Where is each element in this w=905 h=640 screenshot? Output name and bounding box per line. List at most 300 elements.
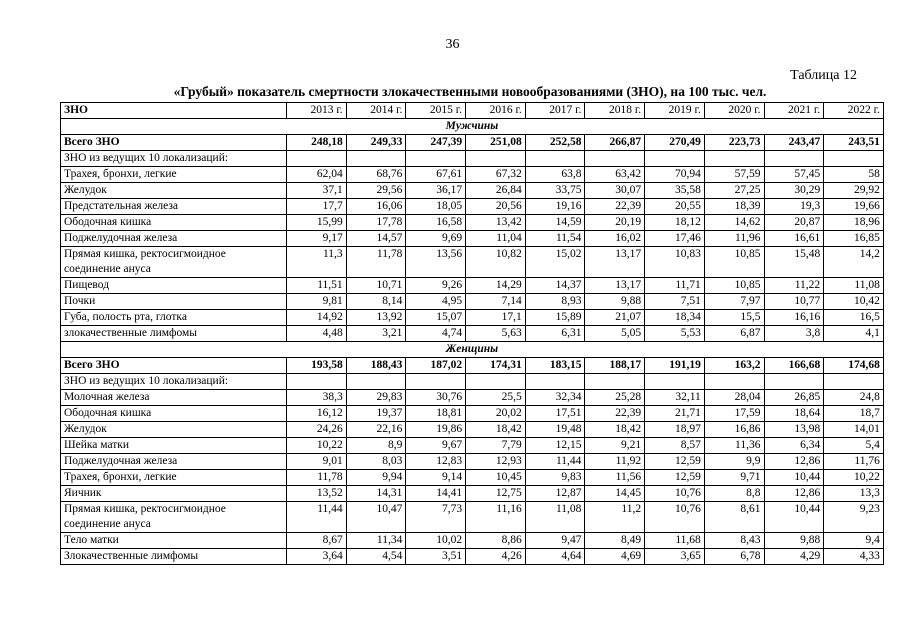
value-cell: 13,98 — [764, 422, 824, 438]
value-cell: 16,85 — [824, 231, 884, 247]
table-row — [61, 533, 884, 549]
table-row — [61, 406, 884, 422]
empty-cell — [585, 151, 645, 167]
value-cell: 22,16 — [346, 422, 406, 438]
row-label: Прямая кишка, ректосигмоидное соединение ануса — [61, 502, 287, 533]
value-cell: 11,76 — [824, 454, 884, 470]
value-cell: 19,16 — [525, 199, 585, 215]
value-cell: 8,57 — [645, 438, 705, 454]
value-cell: 25,5 — [466, 390, 526, 406]
value-cell: 16,86 — [704, 422, 764, 438]
section-header-row — [61, 119, 884, 135]
value-cell: 24,8 — [824, 390, 884, 406]
value-cell: 16,61 — [764, 231, 824, 247]
table-body — [61, 119, 884, 565]
value-cell: 13,17 — [585, 247, 645, 278]
value-cell: 19,86 — [406, 422, 466, 438]
header-year: 2021 г. — [764, 103, 824, 119]
header-year: 2016 г. — [466, 103, 526, 119]
row-label: Поджелудочная железа — [61, 231, 287, 247]
value-cell: 6,34 — [764, 438, 824, 454]
value-cell: 32,34 — [525, 390, 585, 406]
value-cell: 10,22 — [824, 470, 884, 486]
row-label: Желудок — [61, 422, 287, 438]
value-cell: 10,82 — [466, 247, 526, 278]
header-year: 2017 г. — [525, 103, 585, 119]
value-cell: 15,07 — [406, 310, 466, 326]
value-cell: 4,26 — [466, 549, 526, 565]
empty-cell — [466, 151, 526, 167]
value-cell: 13,17 — [585, 278, 645, 294]
value-cell: 13,42 — [466, 215, 526, 231]
value-cell: 11,78 — [287, 470, 347, 486]
value-cell: 18,12 — [645, 215, 705, 231]
empty-cell — [525, 151, 585, 167]
total-row — [61, 358, 884, 374]
value-cell: 11,34 — [346, 533, 406, 549]
value-cell: 13,92 — [346, 310, 406, 326]
value-cell: 10,76 — [645, 502, 705, 533]
value-cell: 10,44 — [764, 470, 824, 486]
header-year: 2014 г. — [346, 103, 406, 119]
value-cell: 12,59 — [645, 454, 705, 470]
value-cell: 5,4 — [824, 438, 884, 454]
header-year: 2020 г. — [704, 103, 764, 119]
value-cell: 187,02 — [406, 358, 466, 374]
row-label: Почки — [61, 294, 287, 310]
value-cell: 20,87 — [764, 215, 824, 231]
value-cell: 10,76 — [645, 486, 705, 502]
value-cell: 22,39 — [585, 406, 645, 422]
table-header-row — [61, 103, 884, 119]
row-label: Прямая кишка, ректосигмоидное соединение ануса — [61, 247, 287, 278]
value-cell: 9,81 — [287, 294, 347, 310]
value-cell: 12,87 — [525, 486, 585, 502]
value-cell: 67,61 — [406, 167, 466, 183]
subheader-label: ЗНО из ведущих 10 локализаций: — [61, 374, 287, 390]
table-row — [61, 183, 884, 199]
value-cell: 15,02 — [525, 247, 585, 278]
value-cell: 11,08 — [525, 502, 585, 533]
value-cell: 19,66 — [824, 199, 884, 215]
value-cell: 20,55 — [645, 199, 705, 215]
value-cell: 6,78 — [704, 549, 764, 565]
value-cell: 7,14 — [466, 294, 526, 310]
empty-cell — [346, 374, 406, 390]
value-cell: 9,9 — [704, 454, 764, 470]
value-cell: 16,5 — [824, 310, 884, 326]
value-cell: 10,22 — [287, 438, 347, 454]
value-cell: 9,47 — [525, 533, 585, 549]
empty-cell — [287, 374, 347, 390]
value-cell: 8,8 — [704, 486, 764, 502]
value-cell: 8,14 — [346, 294, 406, 310]
value-cell: 15,5 — [704, 310, 764, 326]
value-cell: 30,29 — [764, 183, 824, 199]
value-cell: 5,53 — [645, 326, 705, 342]
subheader-row — [61, 374, 884, 390]
value-cell: 11,16 — [466, 502, 526, 533]
value-cell: 4,29 — [764, 549, 824, 565]
value-cell: 8,49 — [585, 533, 645, 549]
value-cell: 14,62 — [704, 215, 764, 231]
value-cell: 9,88 — [585, 294, 645, 310]
value-cell: 9,94 — [346, 470, 406, 486]
value-cell: 29,92 — [824, 183, 884, 199]
value-cell: 11,2 — [585, 502, 645, 533]
row-label: Всего ЗНО — [61, 358, 287, 374]
value-cell: 193,58 — [287, 358, 347, 374]
value-cell: 18,05 — [406, 199, 466, 215]
value-cell: 174,31 — [466, 358, 526, 374]
value-cell: 17,1 — [466, 310, 526, 326]
value-cell: 7,51 — [645, 294, 705, 310]
table-row — [61, 502, 884, 533]
value-cell: 14,01 — [824, 422, 884, 438]
value-cell: 33,75 — [525, 183, 585, 199]
row-label: Тело матки — [61, 533, 287, 549]
value-cell: 21,07 — [585, 310, 645, 326]
value-cell: 9,21 — [585, 438, 645, 454]
value-cell: 18,96 — [824, 215, 884, 231]
empty-cell — [287, 151, 347, 167]
header-year: 2018 г. — [585, 103, 645, 119]
table-row — [61, 549, 884, 565]
value-cell: 17,46 — [645, 231, 705, 247]
row-label: злокачественные лимфомы — [61, 326, 287, 342]
row-label: Желудок — [61, 183, 287, 199]
value-cell: 19,3 — [764, 199, 824, 215]
empty-cell — [346, 151, 406, 167]
value-cell: 7,79 — [466, 438, 526, 454]
empty-cell — [525, 374, 585, 390]
section-header-row — [61, 342, 884, 358]
value-cell: 70,94 — [645, 167, 705, 183]
value-cell: 248,18 — [287, 135, 347, 151]
value-cell: 4,54 — [346, 549, 406, 565]
value-cell: 252,58 — [525, 135, 585, 151]
table-row — [61, 438, 884, 454]
value-cell: 11,44 — [525, 454, 585, 470]
value-cell: 183,15 — [525, 358, 585, 374]
value-cell: 11,68 — [645, 533, 705, 549]
value-cell: 67,32 — [466, 167, 526, 183]
empty-cell — [645, 374, 705, 390]
value-cell: 166,68 — [764, 358, 824, 374]
value-cell: 10,45 — [466, 470, 526, 486]
row-label: Трахея, бронхи, легкие — [61, 470, 287, 486]
value-cell: 11,44 — [287, 502, 347, 533]
empty-cell — [466, 374, 526, 390]
row-label: Трахея, бронхи, легкие — [61, 167, 287, 183]
value-cell: 4,74 — [406, 326, 466, 342]
value-cell: 5,63 — [466, 326, 526, 342]
value-cell: 14,31 — [346, 486, 406, 502]
header-year: 2019 г. — [645, 103, 705, 119]
value-cell: 32,11 — [645, 390, 705, 406]
value-cell: 63,8 — [525, 167, 585, 183]
value-cell: 8,93 — [525, 294, 585, 310]
total-row — [61, 135, 884, 151]
value-cell: 188,17 — [585, 358, 645, 374]
empty-cell — [645, 151, 705, 167]
value-cell: 4,95 — [406, 294, 466, 310]
value-cell: 9,23 — [824, 502, 884, 533]
value-cell: 4,48 — [287, 326, 347, 342]
value-cell: 13,52 — [287, 486, 347, 502]
row-label: Ободочная кишка — [61, 215, 287, 231]
value-cell: 7,73 — [406, 502, 466, 533]
value-cell: 17,7 — [287, 199, 347, 215]
value-cell: 18,42 — [585, 422, 645, 438]
section-title: Мужчины — [61, 119, 884, 135]
value-cell: 29,83 — [346, 390, 406, 406]
value-cell: 10,47 — [346, 502, 406, 533]
value-cell: 37,1 — [287, 183, 347, 199]
value-cell: 270,49 — [645, 135, 705, 151]
value-cell: 10,85 — [704, 278, 764, 294]
value-cell: 10,42 — [824, 294, 884, 310]
empty-cell — [406, 151, 466, 167]
value-cell: 8,43 — [704, 533, 764, 549]
value-cell: 5,05 — [585, 326, 645, 342]
value-cell: 4,33 — [824, 549, 884, 565]
value-cell: 14,2 — [824, 247, 884, 278]
value-cell: 13,56 — [406, 247, 466, 278]
subheader-label: ЗНО из ведущих 10 локализаций: — [61, 151, 287, 167]
table-row — [61, 454, 884, 470]
value-cell: 11,56 — [585, 470, 645, 486]
value-cell: 4,69 — [585, 549, 645, 565]
value-cell: 247,39 — [406, 135, 466, 151]
value-cell: 19,37 — [346, 406, 406, 422]
value-cell: 11,04 — [466, 231, 526, 247]
value-cell: 18,81 — [406, 406, 466, 422]
value-cell: 10,71 — [346, 278, 406, 294]
value-cell: 57,45 — [764, 167, 824, 183]
value-cell: 18,64 — [764, 406, 824, 422]
value-cell: 16,02 — [585, 231, 645, 247]
value-cell: 14,59 — [525, 215, 585, 231]
value-cell: 62,04 — [287, 167, 347, 183]
table-row — [61, 278, 884, 294]
value-cell: 20,56 — [466, 199, 526, 215]
value-cell: 22,39 — [585, 199, 645, 215]
table-label: Таблица 12 — [790, 68, 857, 83]
value-cell: 20,19 — [585, 215, 645, 231]
value-cell: 9,88 — [764, 533, 824, 549]
table-row — [61, 326, 884, 342]
value-cell: 16,06 — [346, 199, 406, 215]
value-cell: 15,99 — [287, 215, 347, 231]
value-cell: 29,56 — [346, 183, 406, 199]
value-cell: 191,19 — [645, 358, 705, 374]
value-cell: 15,48 — [764, 247, 824, 278]
value-cell: 251,08 — [466, 135, 526, 151]
value-cell: 14,45 — [585, 486, 645, 502]
value-cell: 14,29 — [466, 278, 526, 294]
value-cell: 12,86 — [764, 454, 824, 470]
value-cell: 12,59 — [645, 470, 705, 486]
value-cell: 7,97 — [704, 294, 764, 310]
value-cell: 14,57 — [346, 231, 406, 247]
value-cell: 10,44 — [764, 502, 824, 533]
table-row — [61, 199, 884, 215]
table-row — [61, 486, 884, 502]
value-cell: 243,51 — [824, 135, 884, 151]
empty-cell — [704, 151, 764, 167]
value-cell: 36,17 — [406, 183, 466, 199]
table-row — [61, 167, 884, 183]
value-cell: 163,2 — [704, 358, 764, 374]
value-cell: 9,14 — [406, 470, 466, 486]
value-cell: 8,67 — [287, 533, 347, 549]
value-cell: 26,85 — [764, 390, 824, 406]
value-cell: 8,03 — [346, 454, 406, 470]
value-cell: 35,58 — [645, 183, 705, 199]
value-cell: 223,73 — [704, 135, 764, 151]
value-cell: 19,48 — [525, 422, 585, 438]
value-cell: 10,85 — [704, 247, 764, 278]
value-cell: 9,01 — [287, 454, 347, 470]
value-cell: 11,36 — [704, 438, 764, 454]
value-cell: 9,83 — [525, 470, 585, 486]
row-label: Предстательная железа — [61, 199, 287, 215]
value-cell: 11,51 — [287, 278, 347, 294]
value-cell: 10,02 — [406, 533, 466, 549]
value-cell: 10,77 — [764, 294, 824, 310]
row-label: Шейка матки — [61, 438, 287, 454]
value-cell: 11,22 — [764, 278, 824, 294]
empty-cell — [406, 374, 466, 390]
value-cell: 11,54 — [525, 231, 585, 247]
value-cell: 6,31 — [525, 326, 585, 342]
row-label: Всего ЗНО — [61, 135, 287, 151]
table-row — [61, 294, 884, 310]
value-cell: 15,89 — [525, 310, 585, 326]
value-cell: 9,17 — [287, 231, 347, 247]
value-cell: 4,64 — [525, 549, 585, 565]
table-title: «Грубый» показатель смертности злокачественными новообразованиями (ЗНО), на 100 тыс. чел. — [173, 84, 767, 99]
value-cell: 27,25 — [704, 183, 764, 199]
header-zno: ЗНО — [61, 103, 287, 119]
value-cell: 11,71 — [645, 278, 705, 294]
value-cell: 18,42 — [466, 422, 526, 438]
table-row — [61, 247, 884, 278]
row-label: Яичник — [61, 486, 287, 502]
value-cell: 3,64 — [287, 549, 347, 565]
value-cell: 16,58 — [406, 215, 466, 231]
value-cell: 26,84 — [466, 183, 526, 199]
value-cell: 9,67 — [406, 438, 466, 454]
value-cell: 17,51 — [525, 406, 585, 422]
value-cell: 24,26 — [287, 422, 347, 438]
value-cell: 11,96 — [704, 231, 764, 247]
value-cell: 18,7 — [824, 406, 884, 422]
value-cell: 3,8 — [764, 326, 824, 342]
value-cell: 38,3 — [287, 390, 347, 406]
value-cell: 12,75 — [466, 486, 526, 502]
value-cell: 12,15 — [525, 438, 585, 454]
value-cell: 18,97 — [645, 422, 705, 438]
row-label: Пищевод — [61, 278, 287, 294]
row-label: Поджелудочная железа — [61, 454, 287, 470]
empty-cell — [824, 151, 884, 167]
table-row — [61, 422, 884, 438]
value-cell: 3,65 — [645, 549, 705, 565]
value-cell: 18,39 — [704, 199, 764, 215]
header-year: 2022 г. — [824, 103, 884, 119]
value-cell: 12,83 — [406, 454, 466, 470]
row-label: Злокачественные лимфомы — [61, 549, 287, 565]
empty-cell — [824, 374, 884, 390]
header-year: 2015 г. — [406, 103, 466, 119]
table-row — [61, 470, 884, 486]
value-cell: 12,93 — [466, 454, 526, 470]
value-cell: 20,02 — [466, 406, 526, 422]
value-cell: 188,43 — [346, 358, 406, 374]
value-cell: 266,87 — [585, 135, 645, 151]
mortality-table — [60, 102, 884, 565]
empty-cell — [764, 151, 824, 167]
value-cell: 16,12 — [287, 406, 347, 422]
value-cell: 21,71 — [645, 406, 705, 422]
empty-cell — [764, 374, 824, 390]
value-cell: 249,33 — [346, 135, 406, 151]
value-cell: 10,83 — [645, 247, 705, 278]
value-cell: 57,59 — [704, 167, 764, 183]
section-title: Женщины — [61, 342, 884, 358]
value-cell: 11,3 — [287, 247, 347, 278]
page-number: 36 — [445, 37, 460, 52]
table-row — [61, 215, 884, 231]
value-cell: 8,86 — [466, 533, 526, 549]
value-cell: 6,87 — [704, 326, 764, 342]
value-cell: 17,59 — [704, 406, 764, 422]
subheader-row — [61, 151, 884, 167]
value-cell: 13,3 — [824, 486, 884, 502]
value-cell: 16,16 — [764, 310, 824, 326]
value-cell: 11,78 — [346, 247, 406, 278]
value-cell: 12,86 — [764, 486, 824, 502]
table-row — [61, 231, 884, 247]
row-label: Ободочная кишка — [61, 406, 287, 422]
value-cell: 63,42 — [585, 167, 645, 183]
table-row — [61, 390, 884, 406]
header-year: 2013 г. — [287, 103, 347, 119]
value-cell: 4,1 — [824, 326, 884, 342]
value-cell: 17,78 — [346, 215, 406, 231]
value-cell: 9,69 — [406, 231, 466, 247]
value-cell: 30,07 — [585, 183, 645, 199]
value-cell: 9,4 — [824, 533, 884, 549]
value-cell: 68,76 — [346, 167, 406, 183]
value-cell: 9,71 — [704, 470, 764, 486]
value-cell: 28,04 — [704, 390, 764, 406]
value-cell: 14,37 — [525, 278, 585, 294]
value-cell: 9,26 — [406, 278, 466, 294]
value-cell: 11,92 — [585, 454, 645, 470]
value-cell: 14,41 — [406, 486, 466, 502]
value-cell: 18,34 — [645, 310, 705, 326]
value-cell: 3,21 — [346, 326, 406, 342]
value-cell: 30,76 — [406, 390, 466, 406]
value-cell: 174,68 — [824, 358, 884, 374]
empty-cell — [704, 374, 764, 390]
value-cell: 14,92 — [287, 310, 347, 326]
value-cell: 243,47 — [764, 135, 824, 151]
row-label: Молочная железа — [61, 390, 287, 406]
